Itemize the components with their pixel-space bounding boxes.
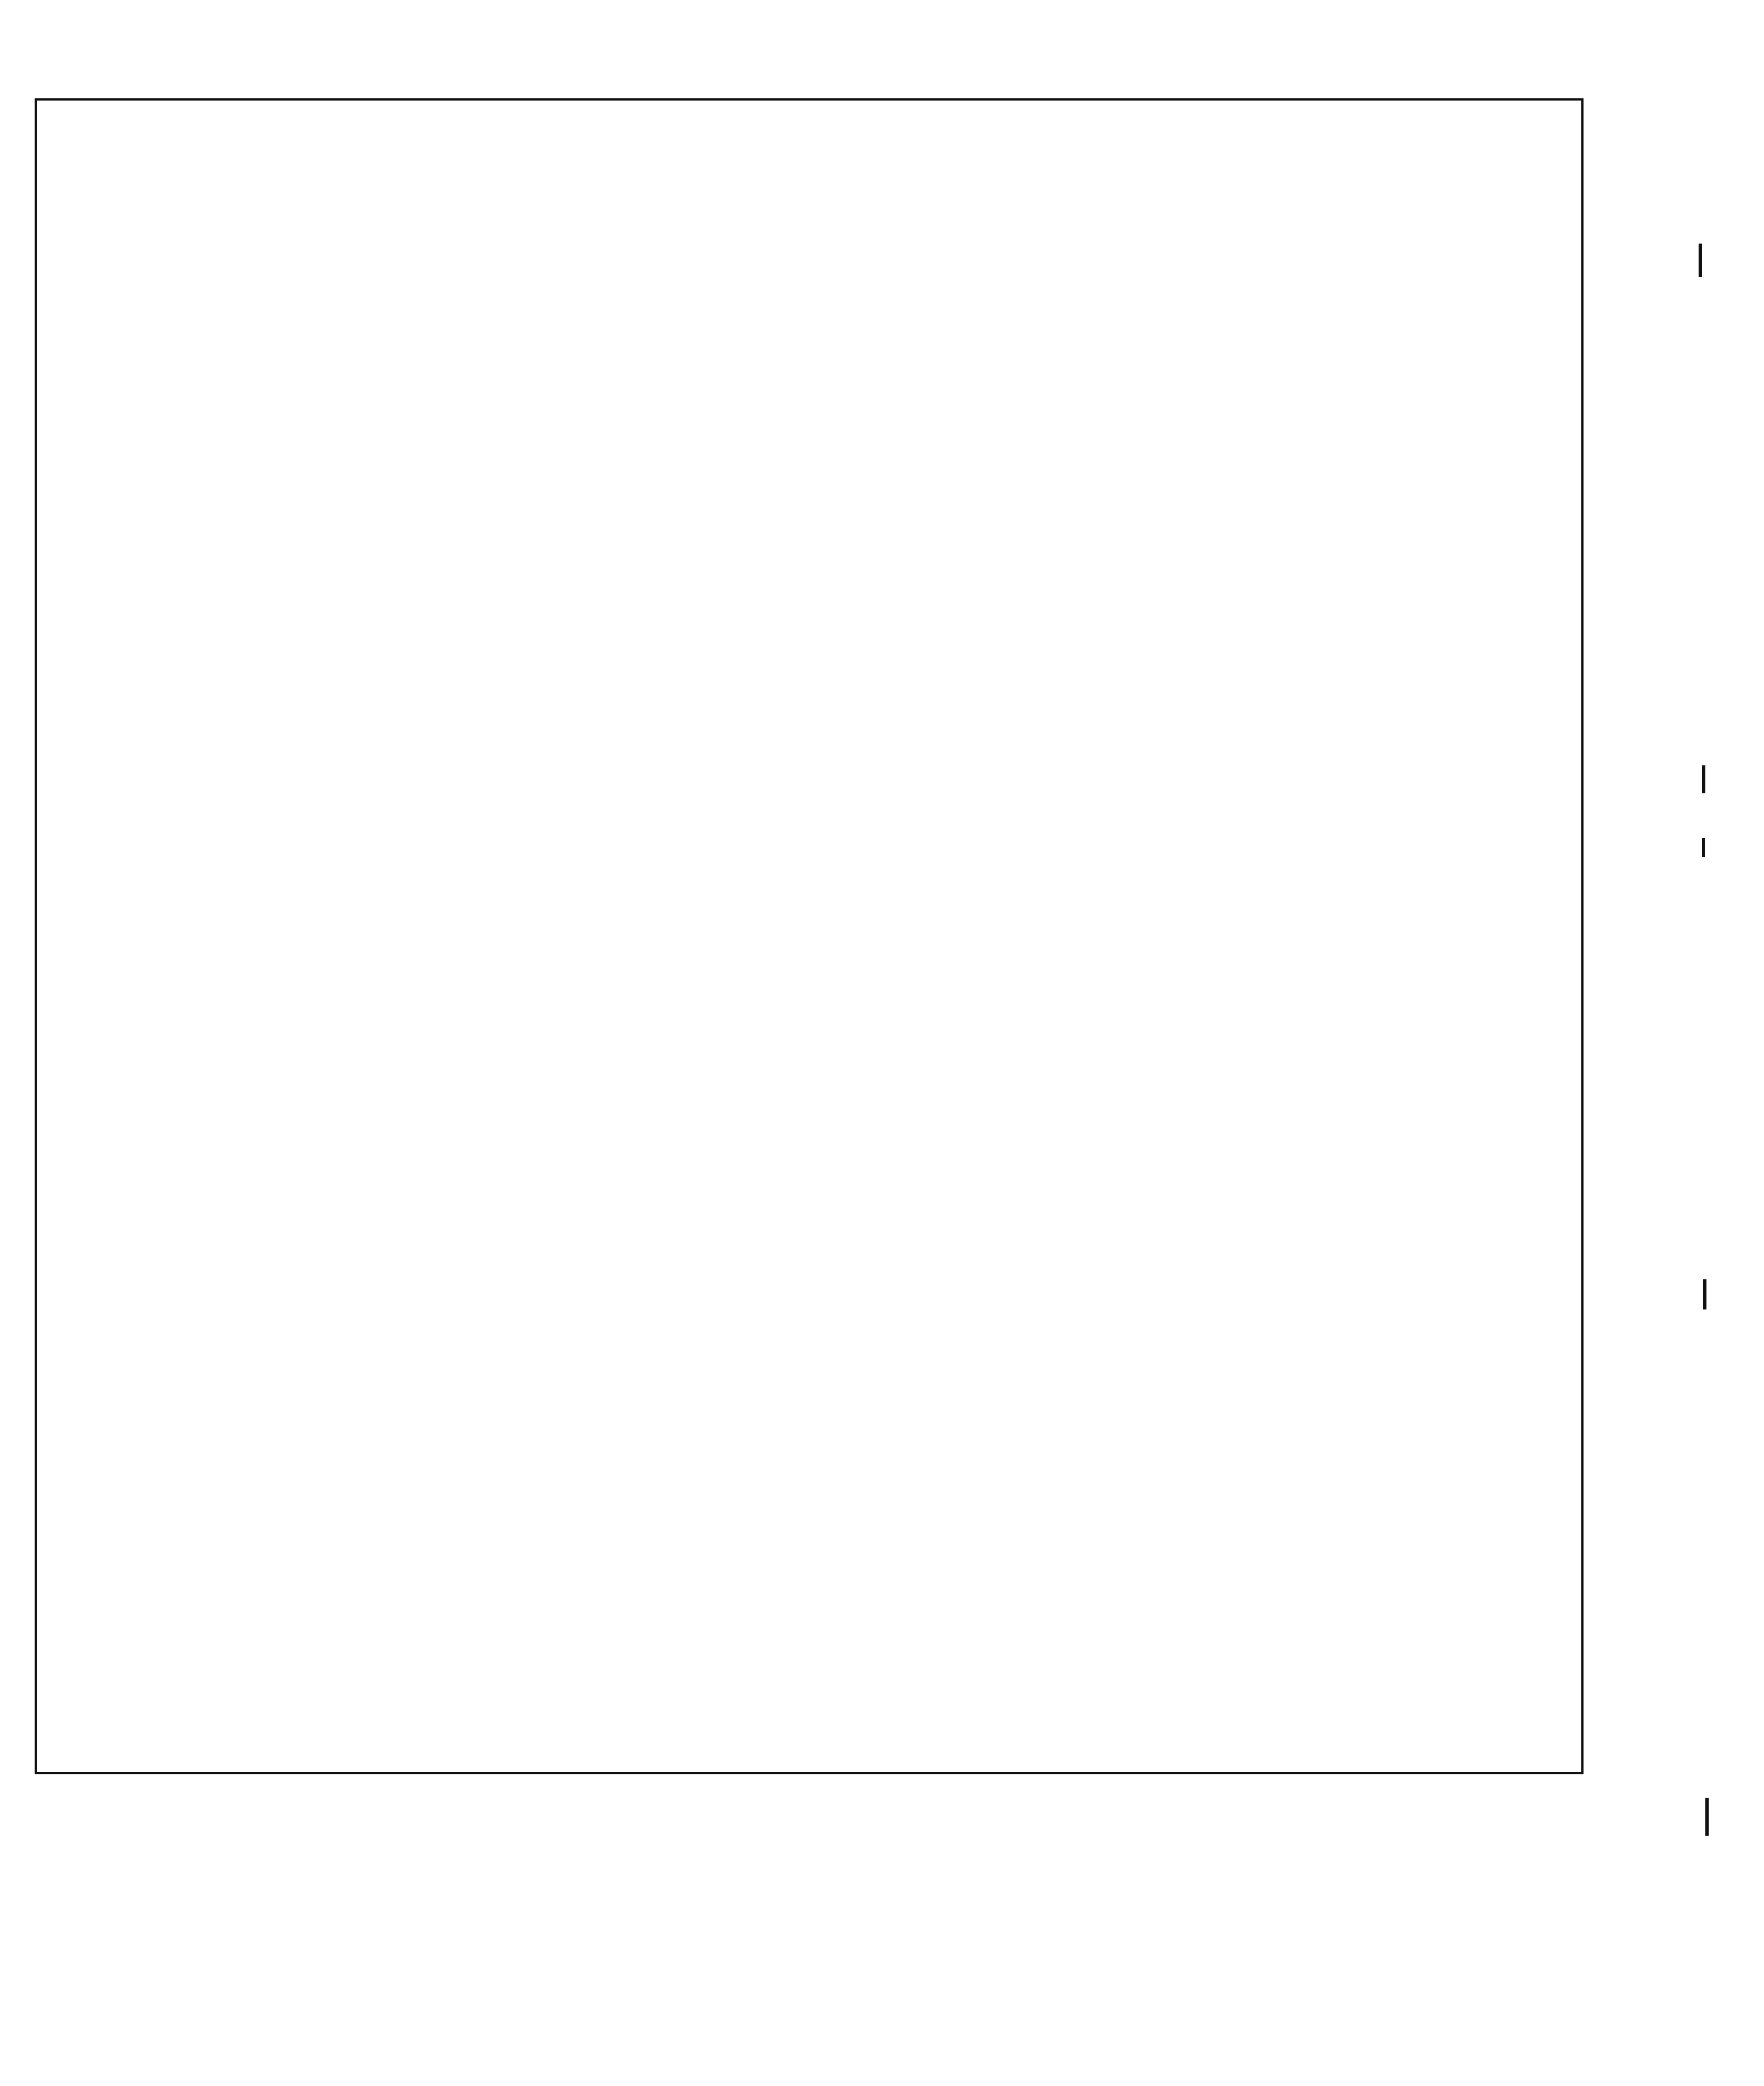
binder-mark [1699, 244, 1713, 277]
binder-mark [1703, 1279, 1715, 1309]
binder-mark [1702, 765, 1714, 793]
binder-mark [1705, 1798, 1714, 1836]
binder-mark [1702, 838, 1713, 857]
